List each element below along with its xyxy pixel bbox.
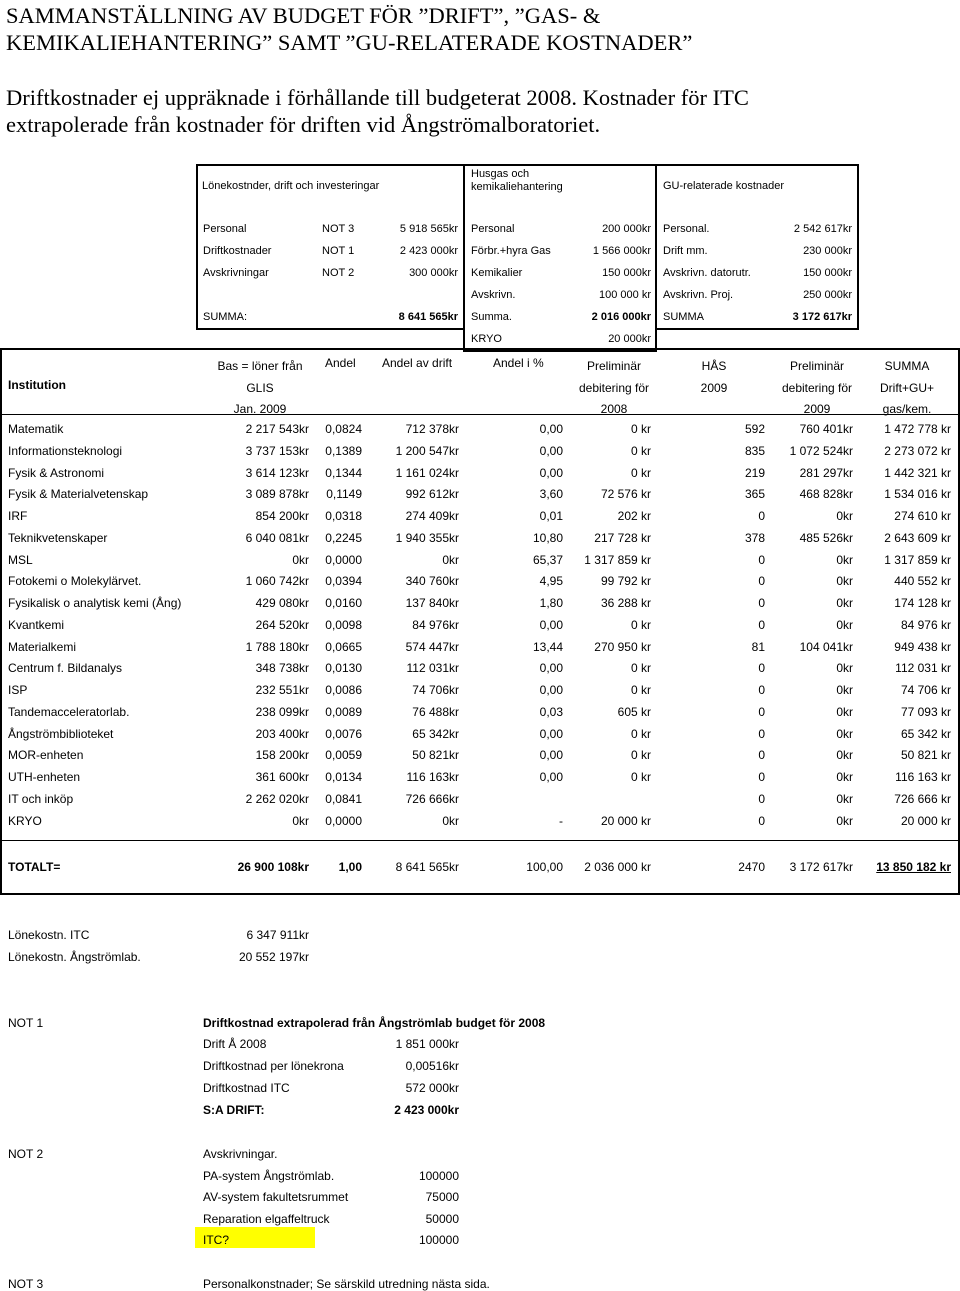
- row-14-andel: 0,0089: [325, 704, 362, 719]
- not1-heading: Driftkostnad extrapolerad från Ångströmlab budget för 2008: [203, 1016, 546, 1030]
- total-andel: 1,00: [338, 860, 362, 874]
- row-2-bas: 3 737 153kr: [245, 443, 309, 458]
- row-17-summa: 116 163 kr: [895, 770, 951, 784]
- row-14-summa: 77 093 kr: [900, 704, 951, 719]
- intro-line-1: Driftkostnader ej uppräknade i förhållande till budgeterat 2008. Kostnader för ITC: [6, 85, 749, 110]
- row-8-andel: 0,0394: [325, 574, 362, 589]
- row-11-debitering-2009: 104 041kr: [799, 639, 853, 654]
- row-14-has: 0: [758, 704, 765, 719]
- row-5-andel-pct: 0,01: [539, 509, 563, 523]
- not2-row-4-label: ITC?: [203, 1233, 230, 1247]
- row-14-institution: Tandemacceleratorlab.: [8, 704, 130, 719]
- row-18-andel: 0,0841: [325, 791, 362, 806]
- budget-box-bottom-mid: [463, 350, 657, 352]
- row-3-andel-drift: 1 161 024kr: [395, 465, 459, 480]
- budget-box-divider-2: [655, 164, 657, 351]
- row-8-institution: Fotokemi o Molekylärvet.: [8, 574, 142, 589]
- budget-row-2-a-note: NOT 1: [322, 245, 355, 257]
- row-18-summa: 726 666 kr: [894, 791, 951, 806]
- budget-box-left-border: [196, 164, 198, 329]
- not1-row-3-value: 572 000kr: [405, 1081, 459, 1095]
- budget-header-gas-line-1: Husgas och: [471, 168, 530, 180]
- total-debitering-2009: 3 172 617kr: [789, 860, 853, 874]
- row-7-andel: 0,0000: [325, 552, 362, 567]
- row-19-andel: 0,0000: [325, 813, 362, 828]
- row-4-bas: 3 089 878kr: [245, 487, 309, 502]
- row-15-summa: 65 342 kr: [900, 726, 951, 741]
- row-13-andel-drift: 74 706kr: [412, 683, 459, 697]
- row-19-andel-drift: 0kr: [442, 813, 459, 828]
- row-4-summa: 1 534 016 kr: [884, 487, 951, 502]
- row-7-summa: 1 317 859 kr: [884, 552, 951, 567]
- row-4-debitering-2008: 72 576 kr: [600, 487, 651, 502]
- row-3-andel-pct: 0,00: [539, 465, 563, 480]
- row-9-summa: 174 128 kr: [894, 596, 951, 610]
- budget-row-3-c-label: Avskrivn. datorutr.: [663, 267, 751, 279]
- row-7-institution: MSL: [8, 552, 33, 567]
- row-12-has: 0: [758, 661, 765, 676]
- budget-row-2-a-label: Driftkostnader: [203, 245, 272, 257]
- row-19-debitering-2009: 0kr: [836, 813, 853, 828]
- row-5-has: 0: [758, 509, 765, 523]
- row-13-institution: ISP: [8, 683, 28, 697]
- row-9-debitering-2009: 0kr: [836, 596, 853, 610]
- budget-row-5-a-val: 8 641 565kr: [398, 311, 458, 323]
- row-14-bas: 238 099kr: [255, 704, 309, 719]
- main-table-top-border: [0, 348, 960, 350]
- lonekostn-angstrom-label: Lönekostn. Ångströmlab.: [8, 950, 141, 964]
- not3-text: Personalkonstnader; Se särskild utredning nästa sida.: [203, 1277, 490, 1291]
- budget-row-2-b-val: 1 566 000kr: [592, 245, 651, 257]
- row-12-andel-pct: 0,00: [539, 661, 563, 676]
- row-14-debitering-2008: 605 kr: [617, 704, 651, 719]
- budget-row-3-a-val: 300 000kr: [409, 267, 458, 279]
- header-prel-2009-line-1: Preliminär: [789, 359, 844, 373]
- row-14-debitering-2009: 0kr: [836, 704, 853, 719]
- budget-row-3-b-label: Kemikalier: [471, 267, 523, 279]
- row-16-andel-drift: 50 821kr: [412, 748, 459, 763]
- row-13-bas: 232 551kr: [255, 683, 309, 697]
- row-1-andel: 0,0824: [325, 422, 362, 436]
- row-5-andel: 0,0318: [325, 509, 362, 523]
- row-2-debitering-2009: 1 072 524kr: [789, 443, 853, 458]
- row-14-andel-drift: 76 488kr: [412, 704, 459, 719]
- row-10-debitering-2009: 0kr: [836, 617, 853, 632]
- document-title: [6, 2, 692, 56]
- row-4-andel-pct: 3,60: [539, 487, 563, 502]
- row-8-debitering-2009: 0kr: [836, 574, 853, 589]
- lonekostn-itc-value: 6 347 911kr: [246, 928, 309, 942]
- total-summa: 13 850 182 kr: [876, 860, 951, 874]
- budget-row-3-a-note: NOT 2: [322, 267, 355, 279]
- header-summa-line-1: SUMMA: [884, 359, 930, 373]
- budget-row-2-b-label: Förbr.+hyra Gas: [471, 245, 551, 257]
- budget-row-4-c-val: 250 000kr: [803, 289, 852, 301]
- budget-row-4-c-label: Avskrivn. Proj.: [663, 289, 734, 301]
- row-3-andel: 0,1344: [325, 465, 362, 480]
- row-2-andel: 0,1389: [325, 443, 362, 458]
- row-7-bas: 0kr: [292, 552, 309, 567]
- row-17-institution: UTH-enheten: [8, 770, 81, 784]
- row-16-bas: 158 200kr: [255, 748, 309, 763]
- row-6-has: 378: [744, 530, 765, 545]
- total-bas: 26 900 108kr: [237, 860, 309, 874]
- row-15-has: 0: [758, 726, 765, 741]
- row-10-has: 0: [758, 617, 765, 632]
- budget-row-6-b-val: 20 000kr: [608, 333, 651, 345]
- row-9-debitering-2008: 36 288 kr: [600, 596, 651, 610]
- header-has: [684, 356, 744, 399]
- row-6-andel-pct: 10,80: [532, 530, 563, 545]
- row-2-has: 835: [744, 443, 765, 458]
- not3-label: NOT 3: [8, 1277, 44, 1291]
- budget-header-gas: [471, 168, 563, 194]
- row-3-institution: Fysik & Astronomi: [8, 465, 105, 480]
- row-13-summa: 74 706 kr: [900, 683, 951, 697]
- row-13-andel: 0,0086: [325, 683, 362, 697]
- row-10-debitering-2008: 0 kr: [630, 617, 651, 632]
- row-12-bas: 348 738kr: [255, 661, 309, 676]
- row-19-institution: KRYO: [8, 813, 42, 828]
- header-has-line-1: HÅS: [701, 359, 727, 373]
- header-summa-line-3: gas/kem.: [882, 402, 932, 416]
- row-7-debitering-2009: 0kr: [836, 552, 853, 567]
- row-4-institution: Fysik & Materialvetenskap: [8, 487, 149, 502]
- budget-header-salaries: Lönekostnder, drift och investeringar: [202, 180, 380, 192]
- not1-row-1-label: Drift Å 2008: [203, 1037, 267, 1051]
- not2-row-1-label: PA-system Ångströmlab.: [203, 1169, 335, 1183]
- row-17-debitering-2008: 0 kr: [630, 770, 651, 784]
- row-19-debitering-2008: 20 000 kr: [600, 813, 651, 828]
- header-bas-line-3: Jan. 2009: [233, 402, 287, 416]
- row-9-institution: Fysikalisk o analytisk kemi (Ång): [8, 596, 182, 610]
- not1-label: NOT 1: [8, 1016, 44, 1030]
- header-summa: [866, 356, 948, 421]
- row-11-bas: 1 788 180kr: [245, 639, 309, 654]
- not1-row-3-label: Driftkostnad ITC: [203, 1081, 290, 1095]
- row-6-summa: 2 643 609 kr: [884, 530, 951, 545]
- row-13-andel-pct: 0,00: [539, 683, 563, 697]
- row-16-has: 0: [758, 748, 765, 763]
- lonekostn-angstrom-value: 20 552 197kr: [238, 950, 309, 964]
- row-3-bas: 3 614 123kr: [245, 465, 309, 480]
- row-7-andel-drift: 0kr: [442, 552, 459, 567]
- budget-box-top-border: [196, 164, 859, 166]
- row-9-has: 0: [758, 596, 765, 610]
- row-1-andel-pct: 0,00: [539, 422, 563, 436]
- budget-row-5-a-label: SUMMA:: [203, 311, 247, 323]
- row-5-debitering-2009: 0kr: [836, 509, 853, 523]
- row-1-bas: 2 217 543kr: [245, 422, 309, 436]
- row-11-has: 81: [751, 639, 765, 654]
- row-16-andel-pct: 0,00: [539, 748, 563, 763]
- row-5-institution: IRF: [8, 509, 28, 523]
- row-1-summa: 1 472 778 kr: [884, 422, 951, 436]
- row-9-andel: 0,0160: [325, 596, 362, 610]
- row-8-bas: 1 060 742kr: [245, 574, 309, 589]
- row-11-institution: Materialkemi: [8, 639, 77, 654]
- not1-sum-label: S:A DRIFT:: [203, 1103, 265, 1117]
- row-5-andel-drift: 274 409kr: [405, 509, 459, 523]
- row-7-debitering-2008: 1 317 859 kr: [584, 552, 651, 567]
- row-17-andel-pct: 0,00: [539, 770, 563, 784]
- row-7-andel-pct: 65,37: [532, 552, 563, 567]
- budget-row-1-c-label: Personal.: [663, 223, 710, 235]
- row-10-bas: 264 520kr: [255, 617, 309, 632]
- row-11-andel: 0,0665: [325, 639, 362, 654]
- header-prel-2009: [772, 356, 862, 421]
- row-2-andel-drift: 1 200 547kr: [395, 443, 459, 458]
- budget-header-gas-line-2: kemikaliehantering: [471, 181, 563, 193]
- not2-row-2-value: 75000: [425, 1190, 459, 1204]
- budget-box-divider-1: [463, 164, 465, 351]
- row-12-debitering-2009: 0kr: [836, 661, 853, 676]
- row-15-debitering-2008: 0 kr: [630, 726, 651, 741]
- row-2-summa: 2 273 072 kr: [884, 443, 951, 458]
- header-bas-line-1: Bas = löner från: [217, 359, 303, 373]
- budget-header-gu: GU-relaterade kostnader: [663, 180, 785, 192]
- budget-row-2-c-val: 230 000kr: [803, 245, 852, 257]
- header-bas: [205, 356, 315, 421]
- header-andel: Andel: [325, 356, 356, 370]
- budget-row-1-a-label: Personal: [203, 223, 247, 235]
- row-19-summa: 20 000 kr: [900, 813, 951, 828]
- row-16-summa: 50 821 kr: [900, 748, 951, 763]
- budget-row-4-b-val: 100 000 kr: [599, 289, 651, 301]
- budget-row-5-c-val: 3 172 617kr: [792, 311, 852, 323]
- row-3-summa: 1 442 321 kr: [884, 465, 951, 480]
- row-6-debitering-2009: 485 526kr: [799, 530, 853, 545]
- row-15-andel-drift: 65 342kr: [412, 726, 459, 741]
- row-18-has: 0: [758, 791, 765, 806]
- row-17-andel-drift: 116 163kr: [406, 770, 459, 784]
- header-andel-pct: Andel i %: [493, 356, 544, 370]
- row-18-debitering-2009: 0kr: [836, 791, 853, 806]
- row-2-debitering-2008: 0 kr: [630, 443, 651, 458]
- budget-row-5-b-label: Summa.: [471, 311, 512, 323]
- row-15-andel-pct: 0,00: [539, 726, 563, 741]
- budget-row-1-c-val: 2 542 617kr: [793, 223, 852, 235]
- not2-row-2-label: AV-system fakultetsrummet: [203, 1190, 349, 1204]
- not1-row-2-value: 0,00516kr: [405, 1059, 459, 1073]
- row-1-debitering-2008: 0 kr: [630, 422, 651, 436]
- row-11-andel-drift: 574 447kr: [405, 639, 459, 654]
- row-6-bas: 6 040 081kr: [245, 530, 309, 545]
- header-summa-line-2: Drift+GU+: [879, 380, 934, 395]
- budget-row-6-b-label: KRYO: [471, 333, 502, 345]
- title-line-2: KEMIKALIEHANTERING” SAMT ”GU-RELATERADE KOSTNADER”: [6, 30, 693, 55]
- budget-row-5-b-val: 2 016 000kr: [591, 311, 651, 323]
- header-prel-2008: [569, 356, 659, 421]
- not2-heading: Avskrivningar.: [203, 1147, 278, 1161]
- row-8-debitering-2008: 99 792 kr: [600, 574, 651, 589]
- row-15-andel: 0,0076: [325, 726, 362, 741]
- budget-box-bottom-right: [655, 328, 859, 330]
- row-10-institution: Kvantkemi: [8, 617, 65, 632]
- row-16-debitering-2009: 0kr: [836, 748, 853, 763]
- header-andel-drift: Andel av drift: [382, 356, 453, 370]
- row-8-summa: 440 552 kr: [894, 574, 951, 589]
- budget-box-right-border: [857, 164, 859, 329]
- budget-row-3-a-label: Avskrivningar: [203, 267, 269, 279]
- not2-label: NOT 2: [8, 1147, 44, 1161]
- row-10-andel-pct: 0,00: [539, 617, 563, 632]
- row-11-debitering-2008: 270 950 kr: [594, 639, 651, 654]
- row-16-institution: MOR-enheten: [8, 748, 84, 763]
- row-2-andel-pct: 0,00: [539, 443, 563, 458]
- not1-row-1-value: 1 851 000kr: [395, 1037, 459, 1051]
- not2-row-4-value: 100000: [418, 1233, 459, 1247]
- row-4-andel-drift: 992 612kr: [405, 487, 459, 502]
- row-19-bas: 0kr: [292, 813, 309, 828]
- budget-box-bottom-left: [196, 328, 465, 330]
- row-13-debitering-2009: 0kr: [836, 683, 853, 697]
- budget-row-3-b-val: 150 000kr: [602, 267, 651, 279]
- header-prel-2009-line-2: debitering för: [781, 380, 853, 395]
- row-5-debitering-2008: 202 kr: [617, 509, 651, 523]
- row-18-bas: 2 262 020kr: [245, 791, 309, 806]
- header-prel-2009-line-3: 2009: [803, 402, 831, 416]
- row-9-andel-pct: 1,80: [539, 596, 563, 610]
- row-4-debitering-2009: 468 828kr: [799, 487, 853, 502]
- lonekostn-itc-label: Lönekostn. ITC: [8, 928, 90, 942]
- header-bas-line-2: GLIS: [246, 380, 274, 395]
- total-andel-drift: 8 641 565kr: [395, 860, 459, 874]
- row-12-institution: Centrum f. Bildanalys: [8, 661, 123, 676]
- row-15-debitering-2009: 0kr: [836, 726, 853, 741]
- row-13-debitering-2008: 0 kr: [630, 683, 651, 697]
- row-19-andel-pct: -: [559, 813, 563, 828]
- row-9-bas: 429 080kr: [255, 596, 309, 610]
- row-17-bas: 361 600kr: [255, 770, 309, 784]
- row-17-andel: 0,0134: [325, 770, 362, 784]
- row-7-has: 0: [758, 552, 765, 567]
- budget-row-3-c-val: 150 000kr: [803, 267, 852, 279]
- row-9-andel-drift: 137 840kr: [405, 596, 459, 610]
- row-6-institution: Teknikvetenskaper: [8, 530, 108, 545]
- main-table-bottom-border: [0, 893, 960, 895]
- row-8-has: 0: [758, 574, 765, 589]
- row-12-andel-drift: 112 031kr: [406, 661, 459, 676]
- row-10-andel: 0,0098: [325, 617, 362, 632]
- row-3-debitering-2008: 0 kr: [630, 465, 651, 480]
- row-17-debitering-2009: 0kr: [836, 770, 853, 784]
- row-10-summa: 84 976 kr: [900, 617, 951, 632]
- row-1-debitering-2009: 760 401kr: [799, 422, 853, 436]
- main-table-left-border: [0, 348, 2, 895]
- row-15-bas: 203 400kr: [255, 726, 309, 741]
- row-15-institution: Ångströmbiblioteket: [8, 726, 114, 741]
- budget-row-2-c-label: Drift mm.: [663, 245, 708, 257]
- row-1-has: 592: [744, 422, 765, 436]
- row-17-has: 0: [758, 770, 765, 784]
- not1-sum-value: 2 423 000kr: [394, 1103, 459, 1117]
- not2-row-3-value: 50000: [425, 1212, 459, 1226]
- row-14-andel-pct: 0,03: [539, 704, 563, 719]
- row-16-debitering-2008: 0 kr: [630, 748, 651, 763]
- row-18-institution: IT och inköp: [8, 791, 74, 806]
- title-line-1: SAMMANSTÄLLNING AV BUDGET FÖR ”DRIFT”, ”GAS- &: [6, 3, 601, 28]
- not2-row-3-label: Reparation elgaffeltruck: [203, 1212, 330, 1226]
- not1-row-2-label: Driftkostnad per lönekrona: [203, 1059, 344, 1073]
- row-13-has: 0: [758, 683, 765, 697]
- row-1-andel-drift: 712 378kr: [405, 422, 459, 436]
- total-has: 2470: [738, 860, 765, 874]
- header-has-line-2: 2009: [700, 380, 728, 395]
- header-institution: Institution: [8, 378, 66, 392]
- row-12-andel: 0,0130: [325, 661, 362, 676]
- row-12-summa: 112 031 kr: [895, 661, 951, 676]
- row-3-has: 219: [744, 465, 765, 480]
- total-andel-pct: 100,00: [526, 860, 563, 874]
- main-table-total-divider: [0, 840, 960, 841]
- header-prel-2008-line-3: 2008: [600, 402, 628, 416]
- header-prel-2008-line-1: Preliminär: [586, 359, 641, 373]
- row-11-andel-pct: 13,44: [532, 639, 563, 654]
- row-8-andel-drift: 340 760kr: [405, 574, 459, 589]
- row-16-andel: 0,0059: [325, 748, 362, 763]
- row-5-summa: 274 610 kr: [894, 509, 951, 523]
- header-prel-2008-line-2: debitering för: [578, 380, 650, 395]
- total-debitering-2008: 2 036 000 kr: [584, 860, 651, 874]
- row-5-bas: 854 200kr: [255, 509, 309, 523]
- row-3-debitering-2009: 281 297kr: [799, 465, 853, 480]
- row-1-institution: Matematik: [8, 422, 64, 436]
- row-6-andel-drift: 1 940 355kr: [395, 530, 459, 545]
- row-4-andel: 0,1149: [326, 487, 362, 502]
- row-6-andel: 0,2245: [325, 530, 362, 545]
- budget-row-5-c-label: SUMMA: [663, 311, 704, 323]
- budget-row-1-a-val: 5 918 565kr: [399, 223, 458, 235]
- budget-row-4-b-label: Avskrivn.: [471, 289, 516, 301]
- intro-paragraph: [6, 84, 749, 138]
- row-12-debitering-2008: 0 kr: [630, 661, 651, 676]
- budget-row-1-b-label: Personal: [471, 223, 515, 235]
- row-18-andel-drift: 726 666kr: [405, 791, 459, 806]
- row-4-has: 365: [744, 487, 765, 502]
- not2-row-1-value: 100000: [418, 1169, 459, 1183]
- budget-row-1-b-val: 200 000kr: [602, 223, 651, 235]
- row-19-has: 0: [758, 813, 765, 828]
- row-6-debitering-2008: 217 728 kr: [594, 530, 651, 545]
- budget-row-2-a-val: 2 423 000kr: [399, 245, 458, 257]
- row-11-summa: 949 438 kr: [894, 639, 951, 654]
- row-10-andel-drift: 84 976kr: [412, 617, 459, 632]
- budget-row-1-a-note: NOT 3: [322, 223, 355, 235]
- intro-line-2: extrapolerade från kostnader för driften vid Ångströmalboratoriet.: [6, 112, 601, 137]
- row-2-institution: Informationsteknologi: [8, 443, 123, 458]
- row-8-andel-pct: 4,95: [539, 574, 563, 589]
- total-institution: TOTALT=: [8, 860, 61, 874]
